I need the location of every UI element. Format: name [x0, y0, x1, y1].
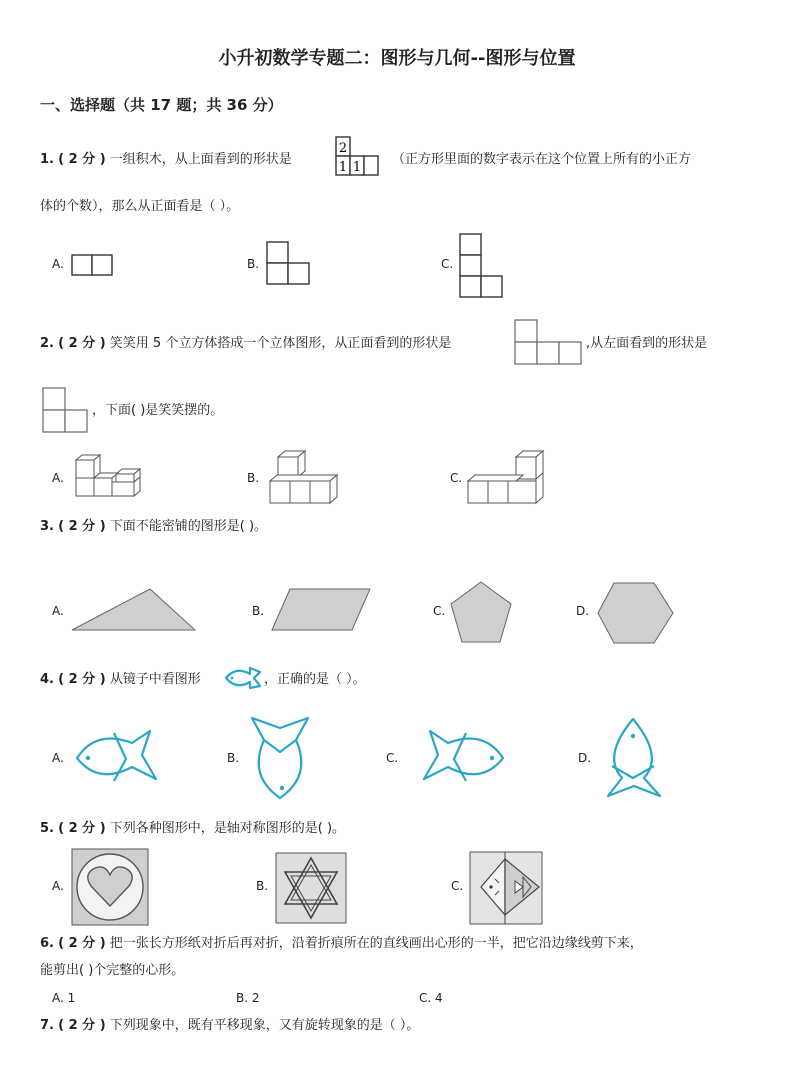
q3-option-b-label[interactable]: B. [252, 604, 265, 618]
question-6-line-1 [40, 934, 643, 954]
question-text: 下列现象中，既有平移现象，又有旋转现象的是（ ）。 [109, 1018, 420, 1033]
q6-option-b[interactable]: B. 2 [236, 991, 260, 1005]
front-view-figure [514, 319, 584, 365]
question-1-line-1b: （正方形里面的数字表示在这个位置上所有的小正方 [392, 152, 692, 167]
question-text: 笑笑用 5 个立方体搭成一个立体图形，从正面看到的形状是 [109, 336, 452, 351]
q5-heart-in-circle-figure[interactable] [71, 848, 149, 926]
q3-option-d-label[interactable]: D. [576, 604, 590, 618]
q1-option-a-label[interactable]: A. [52, 257, 64, 271]
question-2-line-2: ，下面( )是笑笑摆的。 [92, 403, 224, 418]
q3-triangle-figure[interactable] [70, 587, 198, 633]
question-score: ( 2 分 ) [58, 821, 106, 836]
mirror-fish-icon [224, 664, 264, 692]
question-2-line-1b: ,从左面看到的形状是 [586, 336, 708, 351]
top-view-number-grid [335, 136, 379, 178]
q2-option-c-figure[interactable] [468, 449, 548, 507]
q4-option-d-label[interactable]: D. [578, 751, 592, 765]
q1-option-b-figure[interactable] [266, 241, 312, 285]
question-score: ( 2 分 ) [58, 672, 106, 687]
question-text: 从镜子中看图形 [109, 672, 201, 687]
q6-option-a[interactable]: A. 1 [52, 991, 76, 1005]
question-score: ( 2 分 ) [58, 936, 106, 951]
q6-option-c[interactable]: C. 4 [419, 991, 443, 1005]
question-number: 2. [40, 336, 54, 351]
question-text: 把一张长方形纸对折后再对折，沿着折痕所在的直线画出心形的一半，把它沿边缘线剪下来， [109, 936, 643, 951]
grid-number: 2 [338, 141, 348, 156]
q3-pentagon-figure[interactable] [448, 580, 514, 646]
question-2-line-1 [40, 334, 451, 354]
question-score: ( 2 分 ) [58, 1018, 106, 1033]
q2-option-a-figure[interactable] [70, 454, 142, 500]
q4-option-a-fish-icon[interactable] [74, 725, 158, 787]
question-text: 下面不能密铺的图形是( )。 [109, 519, 268, 534]
q4-option-d-fish-icon[interactable] [598, 716, 668, 802]
question-number: 1. [40, 152, 54, 167]
page-title: 小升初数学专题二：图形与几何--图形与位置 [218, 48, 576, 69]
question-number: 7. [40, 1018, 54, 1033]
q1-option-c-label[interactable]: C. [441, 257, 454, 271]
q3-hexagon-figure[interactable] [596, 581, 676, 645]
question-score: ( 2 分 ) [58, 519, 106, 534]
section-heading: 一、选择题（共 17 题；共 36 分） [40, 96, 283, 114]
question-number: 5. [40, 821, 54, 836]
question-7-line-1 [40, 1016, 419, 1036]
question-3-line-1 [40, 517, 267, 537]
q1-option-a-figure[interactable] [71, 254, 115, 276]
q3-parallelogram-figure[interactable] [270, 587, 374, 633]
q2-option-b-label[interactable]: B. [247, 471, 260, 485]
q2-option-b-figure[interactable] [270, 449, 350, 507]
q4-option-c-fish-icon[interactable] [422, 725, 506, 787]
q3-option-a-label[interactable]: A. [52, 604, 64, 618]
q3-option-c-label[interactable]: C. [433, 604, 446, 618]
question-1-line-2: 体的个数），那么从正面看是（ ）。 [40, 199, 240, 214]
grid-number: 1 [352, 160, 362, 175]
q5-option-a-label[interactable]: A. [52, 879, 64, 893]
q4-option-c-label[interactable]: C. [386, 751, 399, 765]
left-view-figure [42, 387, 90, 435]
question-5-line-1 [40, 819, 345, 839]
q4-option-a-label[interactable]: A. [52, 751, 64, 765]
q2-option-c-label[interactable]: C. [450, 471, 463, 485]
q4-option-b-label[interactable]: B. [227, 751, 240, 765]
q2-option-a-label[interactable]: A. [52, 471, 64, 485]
grid-number: 1 [338, 160, 348, 175]
question-1-line-1 [40, 150, 292, 170]
question-4-line-1 [40, 670, 201, 690]
question-text: 一组积木，从上面看到的形状是 [109, 152, 292, 167]
q5-fish-in-square-figure[interactable] [469, 851, 543, 925]
q1-option-b-label[interactable]: B. [247, 257, 260, 271]
question-number: 6. [40, 936, 54, 951]
question-6-line-2: 能剪出( )个完整的心形。 [40, 963, 185, 978]
q5-star-figure[interactable] [275, 852, 347, 924]
q4-option-b-fish-icon[interactable] [250, 716, 312, 802]
question-score: ( 2 分 ) [58, 336, 106, 351]
question-number: 3. [40, 519, 54, 534]
q5-option-c-label[interactable]: C. [451, 879, 464, 893]
question-score: ( 2 分 ) [58, 152, 106, 167]
question-4-line-1b: ，正确的是（ ）。 [264, 672, 366, 687]
q5-option-b-label[interactable]: B. [256, 879, 269, 893]
q1-option-c-figure[interactable] [459, 233, 505, 299]
question-number: 4. [40, 672, 54, 687]
question-text: 下列各种图形中，是轴对称图形的是( )。 [109, 821, 346, 836]
